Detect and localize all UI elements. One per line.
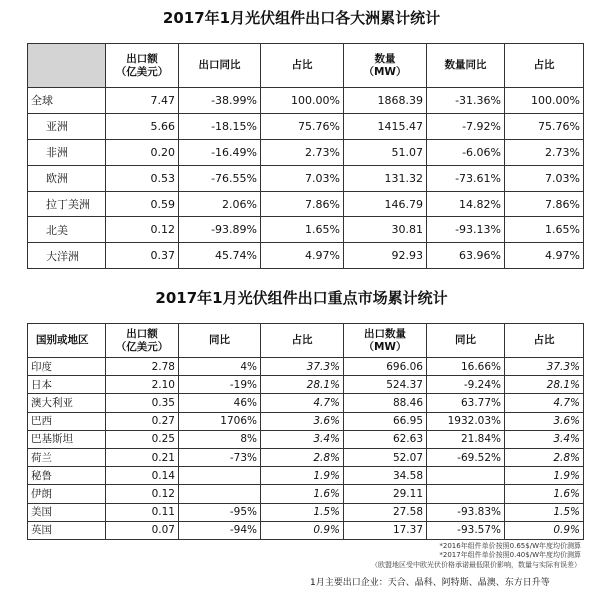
table-cell: 46%: [179, 394, 261, 412]
table-cell: -95%: [179, 503, 261, 521]
table-row: [28, 467, 584, 485]
table-cell: 1.5%: [261, 503, 344, 521]
table-row: [28, 412, 584, 430]
table-cell: 1868.39: [344, 88, 427, 114]
footnote-eu-disclaimer: （欧盟地区受中欧光伏价格承诺最低限价影响，数量与实际有误差）: [371, 561, 581, 569]
table-row: [28, 139, 584, 165]
table-cell: 66.95: [344, 412, 427, 430]
table-cell: -16.49%: [179, 139, 261, 165]
table-cell: -93.57%: [427, 521, 505, 539]
table-cell: 14.82%: [427, 191, 505, 217]
table-cell: 4.7%: [261, 394, 344, 412]
header-value-yoy: 同比: [179, 324, 261, 358]
table-row: [28, 88, 584, 114]
table-cell: [179, 485, 261, 503]
table-row: [28, 191, 584, 217]
table-cell: 16.66%: [427, 358, 505, 376]
table-row: [28, 243, 584, 269]
table-row: [28, 394, 584, 412]
table-cell: 0.9%: [505, 521, 584, 539]
table-cell: 1.65%: [261, 217, 344, 243]
table-cell: 27.58: [344, 503, 427, 521]
table-cell: 1.9%: [505, 467, 584, 485]
header-volume-yoy: 同比: [427, 324, 505, 358]
table-cell: 4%: [179, 358, 261, 376]
table-cell: 0.21: [106, 448, 179, 466]
table-cell: 63.96%: [427, 243, 505, 269]
table-cell: 0.07: [106, 521, 179, 539]
table-cell: 0.59: [106, 191, 179, 217]
table-cell: 696.06: [344, 358, 427, 376]
header-volume: 数量 （MW）: [344, 44, 427, 88]
table-cell: -93.83%: [427, 503, 505, 521]
table-row: [28, 165, 584, 191]
table-cell: 7.86%: [261, 191, 344, 217]
header-volume: 出口数量 （MW）: [344, 324, 427, 358]
header-export-value: 出口额 （亿美元）: [106, 44, 179, 88]
table-cell: 51.07: [344, 139, 427, 165]
table-cell: 7.03%: [505, 165, 584, 191]
continent-export-table: [27, 43, 584, 269]
table-cell: -38.99%: [179, 88, 261, 114]
table-row: [28, 376, 584, 394]
table-cell: 30.81: [344, 217, 427, 243]
table-cell: 0.12: [106, 485, 179, 503]
header-export-yoy: 出口同比: [179, 44, 261, 88]
row-label: 秘鲁: [28, 467, 106, 485]
table-cell: 1.9%: [261, 467, 344, 485]
table-cell: 4.7%: [505, 394, 584, 412]
table-cell: -69.52%: [427, 448, 505, 466]
table-cell: 100.00%: [261, 88, 344, 114]
table-cell: [179, 467, 261, 485]
table-cell: 4.97%: [505, 243, 584, 269]
table-cell: 131.32: [344, 165, 427, 191]
table-cell: 7.03%: [261, 165, 344, 191]
table-cell: 2.8%: [261, 448, 344, 466]
table-cell: 21.84%: [427, 430, 505, 448]
table-cell: -9.24%: [427, 376, 505, 394]
table-row: [28, 430, 584, 448]
table-cell: 0.20: [106, 139, 179, 165]
row-label: 全球: [28, 88, 106, 114]
table2-header-row: [28, 324, 584, 358]
table-cell: 7.47: [106, 88, 179, 114]
row-label: 欧洲: [28, 165, 106, 191]
table-cell: 146.79: [344, 191, 427, 217]
table-cell: 1932.03%: [427, 412, 505, 430]
row-label: 印度: [28, 358, 106, 376]
table-cell: 0.37: [106, 243, 179, 269]
main-exporters-note: 1月主要出口企业：天合、晶科、阿特斯、晶澳、东方日升等: [310, 578, 550, 588]
row-label: 荷兰: [28, 448, 106, 466]
table-cell: 2.8%: [505, 448, 584, 466]
table-cell: 100.00%: [505, 88, 584, 114]
table-cell: 3.6%: [505, 412, 584, 430]
table-cell: 7.86%: [505, 191, 584, 217]
table-cell: 88.46: [344, 394, 427, 412]
table-cell: 52.07: [344, 448, 427, 466]
row-label: 日本: [28, 376, 106, 394]
header-value-share: 占比: [261, 44, 344, 88]
table-cell: 37.3%: [505, 358, 584, 376]
table-cell: 524.37: [344, 376, 427, 394]
row-label: 英国: [28, 521, 106, 539]
table-cell: 75.76%: [505, 113, 584, 139]
table-cell: 0.11: [106, 503, 179, 521]
table-cell: 2.78: [106, 358, 179, 376]
table1-title: 2017年1月光伏组件出口各大洲累计统计: [162, 9, 441, 27]
table-cell: 63.77%: [427, 394, 505, 412]
table-cell: 3.4%: [505, 430, 584, 448]
table-cell: 17.37: [344, 521, 427, 539]
table-cell: 28.1%: [505, 376, 584, 394]
table-cell: 92.93: [344, 243, 427, 269]
row-label: 亚洲: [28, 113, 106, 139]
footnote-2016-price: *2016年组件单价按照0.65$/W年度均价测算: [439, 542, 581, 550]
table-cell: 0.53: [106, 165, 179, 191]
table-cell: -94%: [179, 521, 261, 539]
header-volume-share: 占比: [505, 44, 584, 88]
row-label: 拉丁美洲: [28, 191, 106, 217]
row-label: 非洲: [28, 139, 106, 165]
table-row: [28, 358, 584, 376]
table-cell: -73.61%: [427, 165, 505, 191]
table-cell: -93.13%: [427, 217, 505, 243]
table-cell: 1415.47: [344, 113, 427, 139]
table-cell: 1.6%: [505, 485, 584, 503]
table-row: [28, 217, 584, 243]
table-row: [28, 485, 584, 503]
row-label: 美国: [28, 503, 106, 521]
table-cell: -93.89%: [179, 217, 261, 243]
table-cell: -6.06%: [427, 139, 505, 165]
table-cell: 2.06%: [179, 191, 261, 217]
table-cell: -31.36%: [427, 88, 505, 114]
table-cell: 1.65%: [505, 217, 584, 243]
table-cell: 1.5%: [505, 503, 584, 521]
row-label: 澳大利亚: [28, 394, 106, 412]
table-cell: 62.63: [344, 430, 427, 448]
row-label: 巴西: [28, 412, 106, 430]
table-cell: 3.6%: [261, 412, 344, 430]
row-label: 巴基斯坦: [28, 430, 106, 448]
table-cell: 0.25: [106, 430, 179, 448]
table-cell: 2.10: [106, 376, 179, 394]
table-cell: 0.27: [106, 412, 179, 430]
table-cell: 0.12: [106, 217, 179, 243]
table-cell: 2.73%: [261, 139, 344, 165]
table-cell: 5.66: [106, 113, 179, 139]
table-cell: 0.14: [106, 467, 179, 485]
row-label: 大洋洲: [28, 243, 106, 269]
row-label: 伊朗: [28, 485, 106, 503]
table2-title: 2017年1月光伏组件出口重点市场累计统计: [155, 289, 448, 307]
table-cell: 0.9%: [261, 521, 344, 539]
table-cell: -73%: [179, 448, 261, 466]
table1-header-row: [28, 44, 584, 88]
table-cell: 3.4%: [261, 430, 344, 448]
header-country: 国别或地区: [28, 324, 106, 358]
table-cell: 29.11: [344, 485, 427, 503]
row-label: 北美: [28, 217, 106, 243]
table-cell: 2.73%: [505, 139, 584, 165]
table-cell: 0.35: [106, 394, 179, 412]
table-cell: [427, 485, 505, 503]
header-volume-share: 占比: [505, 324, 584, 358]
table-cell: [427, 467, 505, 485]
table-cell: -19%: [179, 376, 261, 394]
table-cell: 28.1%: [261, 376, 344, 394]
table-row: [28, 448, 584, 466]
header-export-value: 出口额 （亿美元）: [106, 324, 179, 358]
table-cell: 1.6%: [261, 485, 344, 503]
table-cell: 45.74%: [179, 243, 261, 269]
footnote-2017-price: *2017年组件单价按照0.40$/W年度均价测算: [439, 551, 581, 559]
table-cell: 34.58: [344, 467, 427, 485]
table-cell: 8%: [179, 430, 261, 448]
table-cell: 75.76%: [261, 113, 344, 139]
table-cell: -7.92%: [427, 113, 505, 139]
header-volume-yoy: 数量同比: [427, 44, 505, 88]
table-row: [28, 503, 584, 521]
table-cell: 1706%: [179, 412, 261, 430]
table-cell: 37.3%: [261, 358, 344, 376]
table-row: [28, 521, 584, 539]
key-market-export-table: [27, 323, 584, 540]
table-row: [28, 113, 584, 139]
header-region: [28, 44, 106, 88]
table-cell: -76.55%: [179, 165, 261, 191]
table-cell: -18.15%: [179, 113, 261, 139]
table-cell: 4.97%: [261, 243, 344, 269]
header-value-share: 占比: [261, 324, 344, 358]
